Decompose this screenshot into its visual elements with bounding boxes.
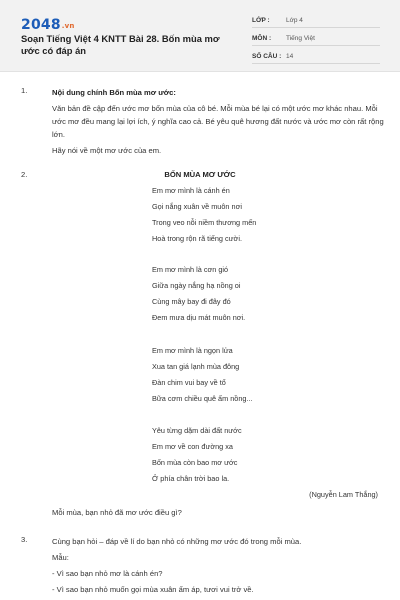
question-content (52, 86, 392, 157)
sample-label: Mẫu: (52, 553, 69, 562)
question-body: Văn bản đề cập đến ước mơ bốn mùa của cô bé. Mỗi mùa bé lại có một ước mơ khác nhau. Mỗi ước mơ đều mang lại lợi ích, ý nghĩa cao cả. Bé yêu quê hương đất nước và ước mơ còn rất rộng lớn. (52, 104, 384, 139)
poem-line: Đem mưa dịu mát muôn nơi. (152, 313, 246, 322)
poem-line: Xua tan giá lạnh mùa đông (152, 362, 240, 371)
poem-line: Gọi nắng xuân về muôn nơi (152, 202, 242, 211)
question-text: Cùng bạn hỏi – đáp về lí do bạn nhỏ có những mơ ước đó trong mỗi mùa. (52, 537, 302, 546)
meta-row-count (252, 49, 380, 64)
logo-text: 2048 (21, 17, 61, 33)
question-number: 3. (21, 535, 28, 544)
poem-line: Trong veo nỗi niềm thương mến (152, 218, 257, 227)
page-header (0, 0, 400, 72)
poem-line: Bữa cơm chiều quê ấm nồng... (152, 394, 253, 403)
question-number: 1. (21, 86, 28, 95)
site-logo[interactable] (21, 17, 75, 33)
poem-line: Bốn mùa còn bao mơ ước (152, 458, 238, 467)
meta-label: LỚP : (252, 16, 270, 24)
poem-title: BỐN MÙA MƠ ƯỚC (164, 170, 236, 179)
meta-value: 14 (286, 52, 294, 60)
sample-line: - Vì sao bạn nhỏ muốn gọi mùa xuân ấm áp, tươi vui trở về. (52, 585, 254, 594)
logo-suffix: .vn (61, 22, 75, 30)
document-title: Soạn Tiếng Việt 4 KNTT Bài 28. Bốn mùa mơ ước có đáp án (21, 33, 220, 56)
question-heading: Nội dung chính Bốn mùa mơ ước: (52, 88, 176, 97)
poem-line: Em mơ mình là cơn gió (152, 265, 229, 274)
meta-row-subject (252, 31, 380, 46)
poem-line: Giữa ngày nắng hạ nồng oi (152, 281, 241, 290)
poem-line: Ở phía chân trời bao la. (152, 474, 230, 483)
meta-row-class (252, 13, 380, 28)
question-text: Mỗi mùa, bạn nhỏ đã mơ ước điều gì? (52, 508, 182, 517)
question-number: 2. (21, 170, 28, 179)
meta-label: SỐ CÂU : (252, 52, 282, 60)
poem-line: Em mơ mình là ngọn lửa (152, 346, 233, 355)
meta-value: Tiếng Việt (286, 34, 315, 42)
sample-line: - Vì sao bạn nhỏ mơ là cánh én? (52, 569, 163, 578)
meta-value: Lớp 4 (286, 16, 303, 24)
meta-box (252, 13, 380, 67)
poem-line: Em mơ về con đường xa (152, 442, 233, 451)
question-prompt: Hãy nói về một mơ ước của em. (52, 146, 162, 155)
poem-line: Cùng mây bay đi đây đó (152, 297, 231, 306)
poem-line: Hoà trong rộn rã tiếng cười. (152, 234, 242, 243)
poem-line: Yêu từng dặm dài đất nước (152, 426, 242, 435)
question-content (52, 535, 392, 596)
poem-line: Đàn chim vui bay về tổ (152, 378, 226, 387)
poem-author: (Nguyễn Lam Thắng) (309, 490, 378, 499)
meta-label: MÔN : (252, 34, 272, 42)
poem-line: Em mơ mình là cánh én (152, 186, 230, 195)
question-2 (0, 170, 400, 530)
